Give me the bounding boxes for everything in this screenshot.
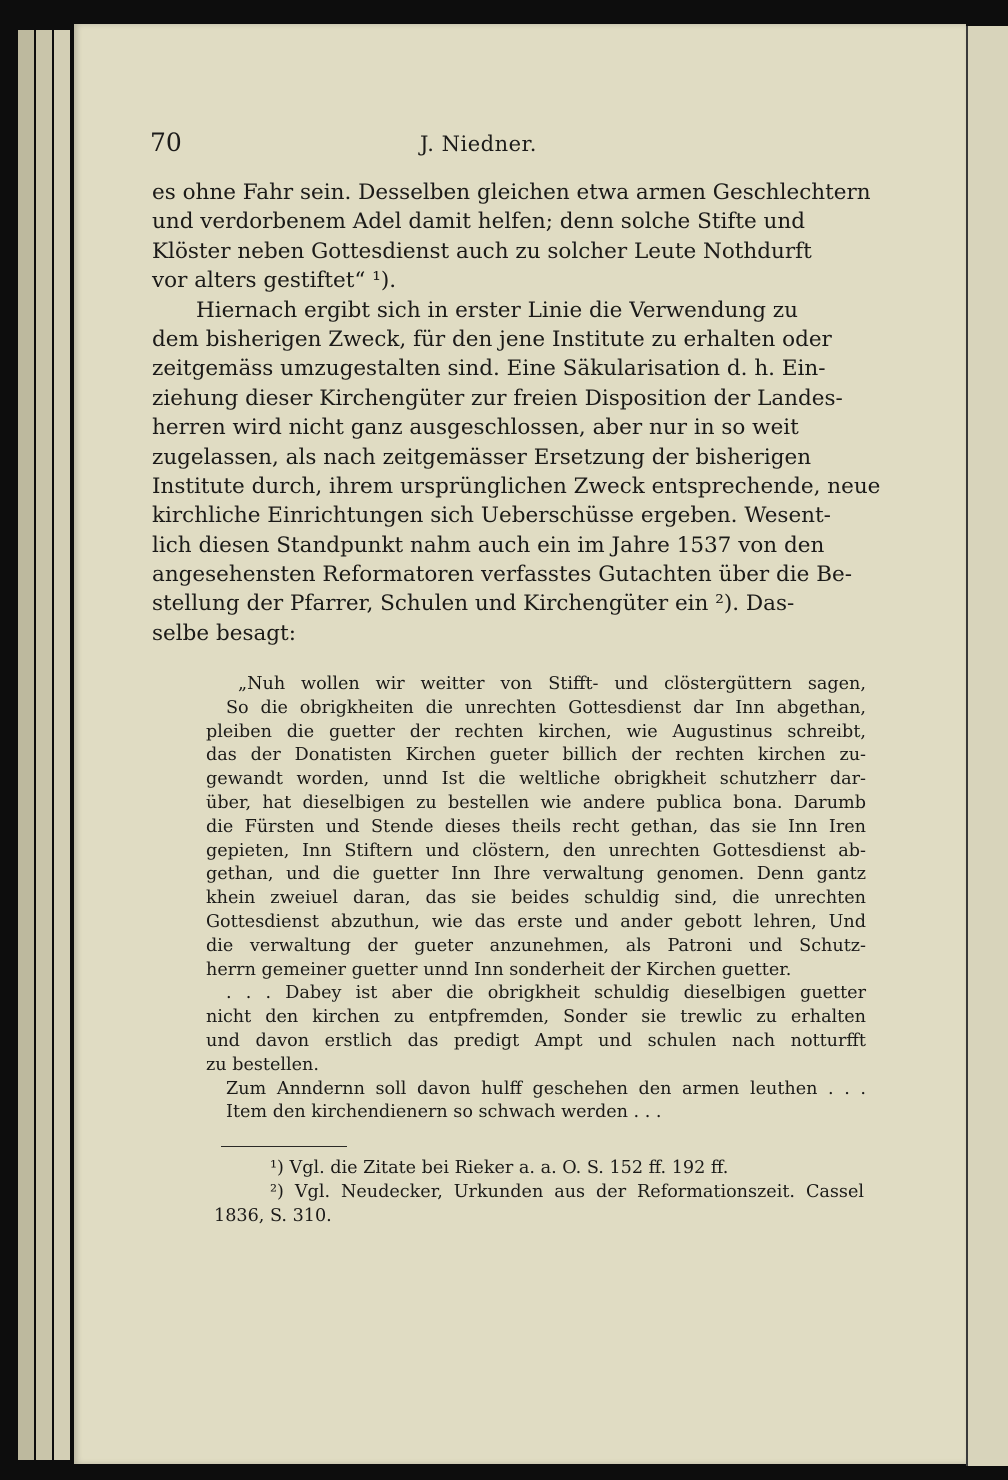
footnote-line: 1836, S. 310. [214,1206,332,1226]
text-line: ziehung dieser Kirchengüter zur freien Disposition der Landes- [152,385,843,411]
quote-line: nicht den kirchen zu entpfremden, Sonder sie trewlic zu erhalten [206,1007,866,1028]
quote-line: . . . Dabey ist aber die obrigkheit schuldig dieselbigen guetter [226,983,866,1004]
footnotes [214,1156,864,1228]
quote-line: über, hat dieselbigen zu bestellen wie andere publica bona. Darumb [206,792,866,813]
quote-line: die Fürsten und Stende dieses theils recht gethan, das sie Inn Iren [206,816,866,837]
quote-line: pleiben die guetter der rechten kirchen, wie Augustinus schreibt, [206,721,866,742]
text-line: Hiernach ergibt sich in erster Linie die Verwendung zu [196,297,798,323]
page-header [150,128,790,168]
quote-line: gepieten, Inn Stiftern und clöstern, den unrechten Gottesdienst ab- [206,840,866,861]
quote-line: die verwaltung der gueter anzunehmen, als Patroni und Schutz- [206,935,866,956]
text-line: vor alters gestiftet“ ¹). [152,268,397,294]
quote-line: das der Donatisten Kirchen gueter billich der rechten kirchen zu- [206,745,866,766]
text-line: Institute durch, ihrem ursprünglichen Zweck entsprechende, neue [152,473,881,499]
quote-line: und davon erstlich das predigt Ampt und schulen nach notturfft [206,1030,866,1051]
quote-line: zu bestellen. [206,1054,319,1075]
footnote-line: ²) Vgl. Neudecker, Urkunden aus der Reformationszeit. Cassel [270,1182,864,1202]
text-line: selbe besagt: [152,620,296,646]
quote-line: gethan, und die guetter Inn Ihre verwaltung genomen. Denn gantz [206,864,866,885]
text-line: zugelassen, als nach zeitgemässer Ersetzung der bisherigen [152,444,812,470]
page-stack-edge [54,30,70,1460]
main-text [152,178,881,648]
quote-line: Zum Anndernn soll davon hulff geschehen den armen leuthen . . . [226,1078,866,1099]
text-line: und verdorbenem Adel damit helfen; denn solche Stifte und [152,209,805,235]
facing-page-edge [966,26,1008,1466]
quote-line: Item den kirchendienern so schwach werden . . . [226,1102,662,1123]
text-line: dem bisherigen Zweck, für den jene Institute zu erhalten oder [152,326,832,352]
quote-line: So die obrigkheiten die unrechten Gottesdienst dar Inn abgethan, [226,697,866,718]
quote-line: „Nuh wollen wir weitter von Stifft- und clöstergüttern sagen, [238,674,866,694]
page-number: 70 [150,128,182,157]
page-stack-edge [36,30,52,1460]
text-line: lich diesen Standpunkt nahm auch ein im Jahre 1537 von den [152,532,825,558]
footnote-line: ¹) Vgl. die Zitate bei Rieker a. a. O. S. 152 ff. 192 ff. [270,1158,729,1178]
text-line: es ohne Fahr sein. Desselben gleichen etwa armen Geschlechtern [152,180,871,205]
quote-line: herrn gemeiner guetter unnd Inn sonderheit der Kirchen guetter. [206,959,792,980]
footnote-rule [221,1146,347,1147]
page-stack-edge [18,30,34,1460]
quote-line: gewandt worden, unnd Ist die weltliche obrigkheit schutzherr dar- [206,769,866,790]
text-line: Klöster neben Gottesdienst auch zu solcher Leute Nothdurft [152,238,812,264]
text-line: angesehensten Reformatoren verfasstes Gutachten über die Be- [152,562,853,588]
text-line: kirchliche Einrichtungen sich Ueberschüsse ergeben. Wesent- [152,503,831,529]
quote-line: Gottesdienst abzuthun, wie das erste und ander gebott lehren, Und [206,911,866,932]
text-line: zeitgemäss umzugestalten sind. Eine Säkularisation d. h. Ein- [152,356,826,382]
block-quote [206,673,866,1125]
running-head: J. Niedner. [420,132,537,156]
quote-line: khein zweiuel daran, das sie beides schuldig sind, die unrechten [206,888,866,909]
text-line: herren wird nicht ganz ausgeschlossen, aber nur in so weit [152,415,799,441]
text-line: stellung der Pfarrer, Schulen und Kirchengüter ein ²). Das- [152,591,795,617]
